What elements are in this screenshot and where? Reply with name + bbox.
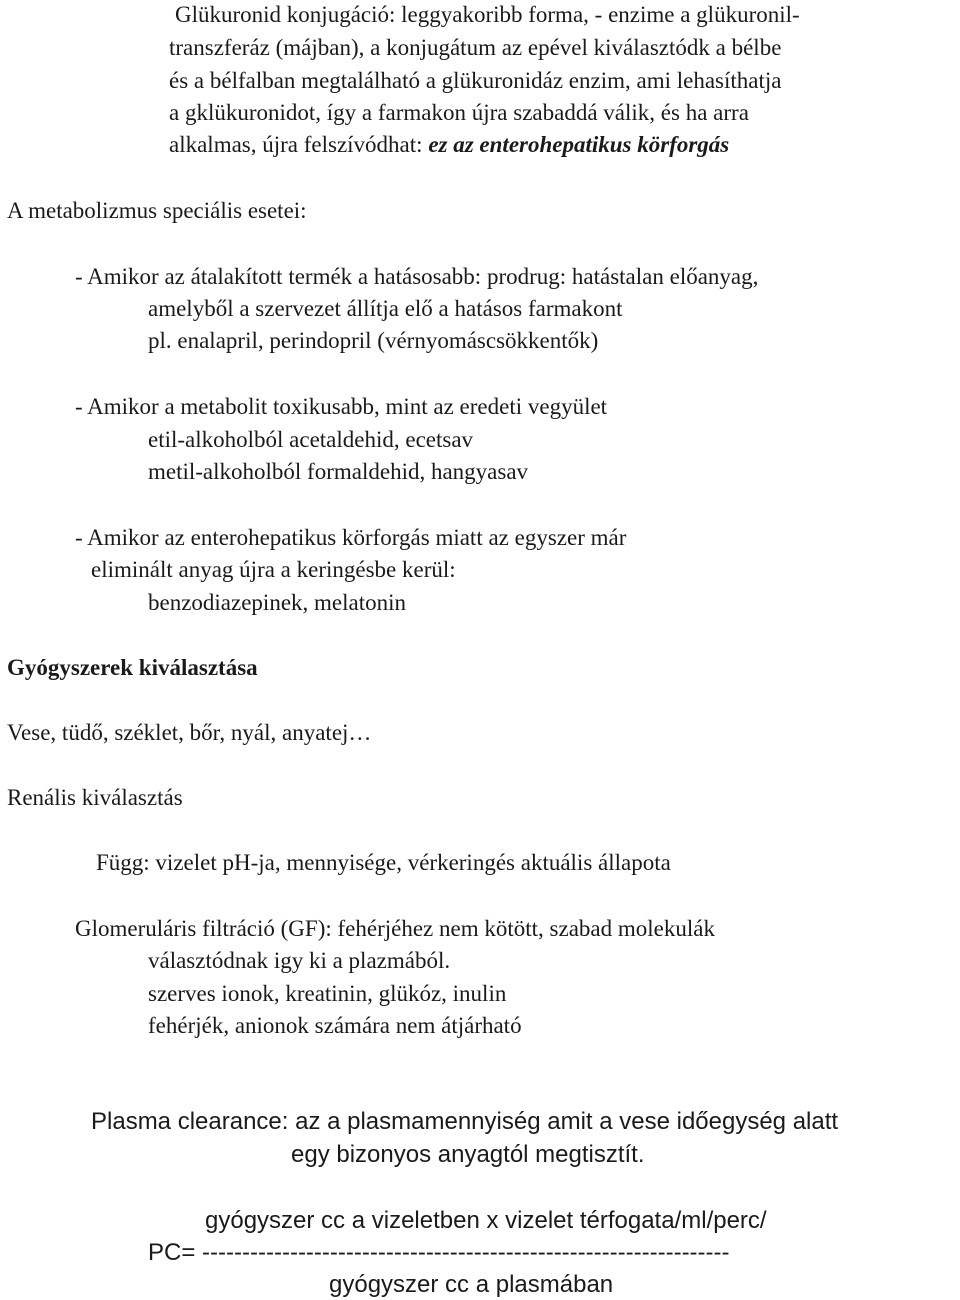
case-3-line-2: eliminált anyag újra a keringésbe kerül: bbox=[91, 557, 456, 582]
renal-dependencies: Függ: vizelet pH-ja, mennyisége, vérkeringés aktuális állapota bbox=[96, 850, 671, 875]
excretion-routes: Vese, tüdő, széklet, bőr, nyál, anyatej… bbox=[7, 720, 372, 745]
case-1-line-3: pl. enalapril, perindopril (vérnyomáscsökkentők) bbox=[148, 328, 599, 353]
case-2-line-3: metil-alkoholból formaldehid, hangyasav bbox=[148, 459, 529, 484]
case-2-line-1: - Amikor a metabolit toxikusabb, mint az eredeti vegyület bbox=[75, 394, 608, 419]
gf-line-2: választódnak igy ki a plazmából. bbox=[148, 948, 451, 973]
case-3-line-1: - Amikor az enterohepatikus körforgás miatt az egyszer már bbox=[75, 525, 627, 550]
glucuronide-line-5 bbox=[169, 133, 729, 156]
case-3-line-3: benzodiazepinek, melatonin bbox=[148, 590, 407, 615]
gf-line-1: Glomeruláris filtráció (GF): fehérjéhez nem kötött, szabad molekulák bbox=[75, 916, 715, 941]
formula-denominator: gyógyszer cc a plasmában bbox=[329, 1271, 614, 1298]
formula-bar: ------------------------------------------------------------------ bbox=[202, 1239, 730, 1266]
formula-fraction-line bbox=[148, 1241, 730, 1265]
formula-numerator: gyógyszer cc a vizeletben x vizelet térfogata/ml/perc/ bbox=[205, 1207, 767, 1234]
glucuronide-line-4: a gklükuronidot, így a farmakon újra szabaddá válik, és ha arra bbox=[169, 100, 749, 125]
case-2-line-2: etil-alkoholból acetaldehid, ecetsav bbox=[148, 427, 474, 452]
special-cases-heading: A metabolizmus speciális esetei: bbox=[7, 198, 307, 223]
glucuronide-line-2: transzferáz (májban), a konjugátum az epével kiválasztódk a bélbe bbox=[169, 35, 782, 60]
glucuronide-line-5-text: alkalmas, újra felszívódhat: bbox=[169, 132, 429, 157]
clearance-definition-line-2: egy bizonyos anyagtól megtisztít. bbox=[291, 1141, 645, 1168]
case-1-line-2: amelyből a szervezet állítja elő a hatásos farmakont bbox=[148, 296, 623, 321]
formula-lhs: PC= bbox=[148, 1239, 203, 1266]
renal-excretion-heading: Renális kiválasztás bbox=[7, 785, 183, 810]
case-1-line-1: - Amikor az átalakított termék a hatásosabb: prodrug: hatástalan előanyag, bbox=[75, 264, 759, 289]
clearance-definition-line-1: Plasma clearance: az a plasmamennyiség amit a vese időegység alatt bbox=[91, 1108, 839, 1135]
glucuronide-line-1: Glükuronid konjugáció: leggyakoribb forma, - enzime a glükuronil- bbox=[175, 2, 800, 27]
gf-line-3: szerves ionok, kreatinin, glükóz, inulin bbox=[148, 981, 507, 1006]
glucuronide-line-3: és a bélfalban megtalálható a glükuronidáz enzim, ami lehasíthatja bbox=[169, 68, 782, 93]
gf-line-4: fehérjék, anionok számára nem átjárható bbox=[148, 1013, 522, 1038]
excretion-heading: Gyógyszerek kiválasztása bbox=[7, 655, 258, 680]
enterohepatic-term: ez az enterohepatikus körforgás bbox=[428, 132, 730, 157]
